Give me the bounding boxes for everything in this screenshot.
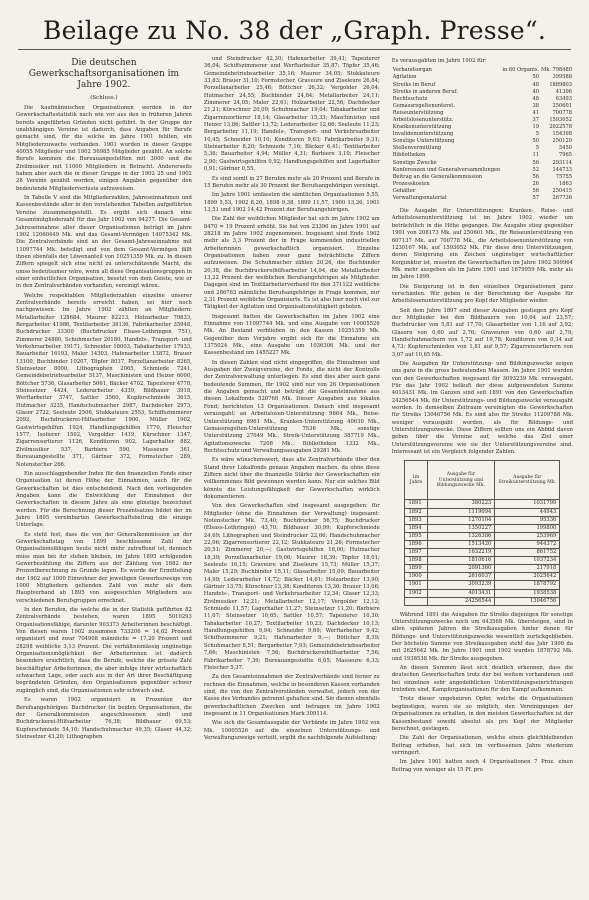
- expense-count: in 60 Organis.: [502, 67, 539, 74]
- expense-count: 5: [535, 145, 539, 152]
- paragraph: In Tabelle V sind die Mitgliederzahlen, Jahreseinnahmen und Kassenbestände aller in den vorstehenden Tabellen aufgeführten Vereine zusammengestellt. Es ergibt sich danach eine Gesamtmitgliederzahl für das Jahr 1902 von 94277. Die Gesamt-Jahreseinnahme aller dieser Organisationen beträgt im Jahre 1902 12060449 Mk. und das Gesamt-Vermögen 14075342 Mk. Die Zentralverbände sind an der Gesamt-Jahreseinnahme mit 11097744 Mk. beteiligt und von dem Gesamt-Vermögen fällt ihnen ebenfalls der Löwenanteil von 10251359 Mk. zu. In diesen Ziffern spiegelt sich eine nicht zu unterschätzende Macht, die umso bedeutsamer wäre, wenn all diese Organisationsgruppen in einer einheitlichen Organisation, besetzt von dem Geiste, wie er in den Zentralverbänden vorhanden, vereinigt wären.: [16, 195, 192, 290]
- comparison-row: [405, 532, 560, 540]
- expense-label: Verbandsorgan: [392, 67, 432, 74]
- comparison-cell: 217918: [495, 565, 560, 573]
- expense-row: [392, 110, 573, 117]
- paragraph: An diesen Summen lässt sich deutlich erkennen, dass die deutschen Gewerkschaften trotz der bei weitem vorhandenen und bei einzelnen sehr angedeihlichen Unterstützungseinrichtungen trotzdem sind, Kampforganisationen für den Kampf aufkommen.: [391, 665, 573, 694]
- expense-label: Prozesskosten: [392, 180, 430, 187]
- comparison-cell: 199800: [495, 524, 560, 532]
- expense-label: Gehälter: [392, 187, 416, 194]
- title-divider: [18, 49, 571, 50]
- expense-row: [392, 138, 573, 145]
- paragraph: Im Jahre 1901 hatten noch 4 Organisationen 7 Proz. einen Beitrag von weniger als 15 Pf. pro: [391, 759, 573, 773]
- comparison-cell: 1902: [405, 589, 427, 597]
- comparison-cell: 2091360: [427, 565, 495, 573]
- expense-row: [392, 103, 573, 110]
- comparison-cell: 1899: [405, 565, 427, 573]
- comparison-cell: 1031799: [495, 500, 560, 508]
- comparison-cell: 1894: [405, 524, 427, 532]
- expense-label: Invalidenunterstützung: [392, 131, 454, 138]
- expense-amount: 41306: [555, 88, 572, 95]
- paragraph: Seit dem Jahre 1897 sind dieser Ausgaben gestiegen pro Kopf der Mitglieder bei den Bildhauern von 10,04 auf 23,57; Buchdrucker von 5,81 auf 17,70; Glasarbeiter von 1,16 auf 3,92; Glasern von 0,60 auf 2,76; Graveuren von 0,60 auf 2,79; Handschuhmachern von 1,72 auf 19,78; Konditoren von 0,34 auf 4,73; Kupferschmieden von 1,81 auf 9,57; Zigarrensortierern von 3,07 auf 10,65 Mk.: [391, 307, 573, 358]
- expense-row: [392, 89, 573, 96]
- comparison-cell: 1119094: [427, 508, 495, 516]
- expense-row: [392, 167, 573, 174]
- comparison-cell: 861752: [495, 549, 560, 557]
- column-middle: [204, 56, 380, 776]
- expense-row: [392, 96, 573, 103]
- comparison-cell: 2616037: [427, 573, 495, 581]
- comparison-cell: 4013431: [427, 589, 495, 597]
- expenses-table: [392, 67, 573, 202]
- comparison-sum-cell: 13046756: [495, 597, 560, 605]
- expense-label: Verwaltungsmaterial: [392, 195, 447, 202]
- comparison-cell: 1938538: [495, 589, 560, 597]
- expense-row: [392, 181, 573, 188]
- comparison-cell: 3093239: [427, 581, 495, 589]
- expense-label: Agitation: [392, 74, 417, 81]
- expense-amount: 293114: [552, 159, 572, 166]
- expense-amount: 1863: [559, 180, 572, 187]
- column-left: [16, 56, 192, 776]
- comparison-cell: 1891: [405, 500, 427, 508]
- expense-label: Sonstige Zwecke: [392, 159, 437, 166]
- expense-amount: 250129: [552, 138, 572, 145]
- comparison-cell: 1326386: [427, 532, 495, 540]
- expense-count: 50: [532, 74, 539, 81]
- comparison-cell: 1892: [405, 508, 427, 516]
- expense-count: 50: [532, 138, 539, 145]
- comparison-cell: 1270104: [427, 516, 495, 524]
- paragraph: Von den Gewerkschaften sind insgesamt ausgegeben: für Mitglieder (ohne die Einnahmen der Verwaltung) insgesamt: Notenstecher Mk. 73,40; Buchdrucker 56,75; Buchdrucker (Elsass-Lothringen) 43,70; Bildhauer 30,99; Kupferschmiede 24,69; Lithographen und Steindrucker 22,66; Handschuhmacher 22,06; Zigarrensortierer 22,12; Stukkateure 21,26; Formstecher 20,51; Zimmerer 20,—; Gastwirtsgehilfen 18,00; Hutmacher 18,39; Porzellanarbeiter 19,06; Maurer 18,39; Töpfer 18,01; Seeleute 16,15; Graveure und Ziseleure 15,73; Müller 15,37; Maler 15,29; Buchbinder 15,11; Glasarbeiter 15,09; Bauarbeiter 14,99; Lederarbeiter 14,72; Bäcker 14,61; Holzarbeiter 13,90; Gärtner 13,75; Kürschner 13,38; Konditoren 13,30; Brauer 13,06; Handels-, Transport- und Verkehrsarbeiter 12,34; Glaser 12,33; Zivilmusiker 12,21; Metallarbeiter 12,17; Vergolder 12,12; Schmiede 11,57; Lagerhalter 11,27; Steinsetzer 11,20; Barbiere 11,07; Steinsetzer 10,65; Sattler 10,57; Tapezierer 10,30; Tabakarbeiter 10,27; Textilarbeiter 10,23; Dachdecker 10,13; Handlungsgehilfen 9,94; Schneider 9,69; Werftarbeiter 9,42; Schiffszimmerer 9,21; Hafenarbeiter 9,—; Böttcher 8,39; Schuhmacher 8,51; Bergarbeiter 7,93; Gemeindebetriebsarbeiter 7,66; Maschinisten 7,56; Buchdruckereihilfsarbeiter 7,56; Fabrikarbeiter 7,39; Bureauangestellte 6,65; Masseure 6,33; Fleischer 5,37.: [203, 503, 380, 671]
- expense-label: Gemassregeltenunterst.: [392, 102, 455, 109]
- column-right: [392, 56, 573, 776]
- comparison-header: Im Jahre: [405, 461, 427, 500]
- article-heading: Die deutschen Gewerkschaftsorganisationen im Jahre 1902.: [28, 58, 180, 90]
- expense-row: [392, 145, 573, 152]
- comparison-cell: 253969: [495, 532, 560, 540]
- paragraph: Die Steigerung ist in den einzelnen Organisationen ganz verschieden. Wir geben in der Berechnung der Ausgabe für Arbeitslosenunterstützung pro Kopf der Mitglieder wieder.: [391, 283, 573, 305]
- paragraph: Im Jahre 1901 umfassten die sämtlichen Organisationen 5,55, 1899 5,53, 1902 8,20, 1898 9,38, 1899 11,57, 1900 13,26, 1901 13,51 und 1902 14,42 Prozent der Berufsangehörigen.: [203, 192, 380, 213]
- comparison-table: [404, 460, 560, 605]
- left-paragraphs: [16, 105, 192, 741]
- expense-count: 19: [532, 124, 539, 131]
- comparison-row: [405, 573, 560, 581]
- expense-row: [392, 74, 573, 81]
- expense-label: Reiseunterstützung: [392, 109, 444, 116]
- comparison-cell: 1895: [405, 532, 427, 540]
- expense-count: 48: [532, 81, 539, 88]
- right-paragraphs-b: [392, 612, 573, 774]
- paragraph: Die Ausgabe für Unterstützungen: Kranken-, Reise- und Arbeitslosenunterstützung ist im Jahre 1902 wieder um beträchtlich in die Höhe gegangen. Die Ausgabe stieg gegenüber 1901 von 208173 Mk. auf 250601 Mk., für Reiseunterstützung von 607137 Mk. auf 700778 Mk., die Arbeitslosenunterstützung von 1230167 Mk. auf 1593052 Mk. Für diese drei Unterstützungen, deren Steigerung ein Zeichen ungünstiger wirtschaftlicher Konjunktur ist, mussten die Gewerkschaften im Jahre 1902 509964 Mk. mehr ausgeben als im Jahre 1901 und 1679959 Mk. mehr als im Jahre 1899.: [391, 208, 573, 281]
- comparison-cell: 1893: [405, 516, 427, 524]
- middle-paragraphs: [204, 56, 380, 742]
- comparison-cell: 1898: [405, 557, 427, 565]
- expense-amount: 399588: [552, 74, 572, 81]
- expense-row: [392, 188, 573, 195]
- comparison-cell: 1878792: [495, 581, 560, 589]
- expense-amount: 700778: [552, 109, 572, 116]
- expense-count: 56: [532, 173, 539, 180]
- expense-amount: Mk. 798480: [541, 67, 572, 74]
- comparison-cell: 1810616: [427, 557, 495, 565]
- paragraph: Es waren 1902 organisiert in Prozenten der Berufsangehörigen: Buchdrucker (in beiden Organisationen, die der Generalkommission angeschlossenen sind) und Buchdruckerei-Hilfsarbeiter 76,38; Bildhauer 69,53; Kupferschmiede 54,10; Handschuhmacher 49,35; Glaser 44,32; Steinsetzer 43,20; Lithographen: [16, 697, 192, 740]
- paragraph: Die Zahl der Organisationen, welche einen gleichbleibenden Beitrag erheben, hat sich im verflossenen Jahre wiederum verringert.: [391, 735, 573, 756]
- expense-amount: 1889803: [549, 81, 572, 88]
- expense-count: 40: [532, 88, 539, 95]
- expense-count: 56: [532, 187, 539, 194]
- comparison-row: [405, 500, 560, 508]
- expense-amount: 75755: [555, 173, 572, 180]
- expense-count: 5: [535, 131, 539, 138]
- expense-amount: 1593052: [549, 117, 572, 123]
- paragraph: In diesen Zahlen sind nicht eingegriffen, die Einnahmen und Ausgaben der Zweigvereine, der Fonds, die nicht der Kontrolle der Zentralverwaltung unterliegen. Es sind dies aber auch ganz bedeutende Summen, für 1902 sind nur von 26 Organisationen die Angaben gemacht und beträgt die Gesamteinnahme aus diesen Lokalfonds 520768 Mk. Dieser Ausgaben aus lokalen Fond; berichteten 13 Organisationen. Danach sind insgesamt verausgabt: an Arbeitslosen-Unterstützung 9664 Mk., Reise-Unterstützung 6961 Mk., Kranken-Unterstützung 40630 Mk., Gemassregelten-Unterstützung 7536 Mk., sonstige Unterstützung 27049 Mk., Streik-Unterstützung 387719 Mk., Agitationszwecke 7208 Mk., Bibliotheken 1332 Mk., Rechtsschutz und Verwaltungsausgaben 29281 Mk.: [203, 359, 380, 454]
- paragraph: und Steindrucker 42,30; Hafenarbeiter 39,41; Tapezierer 36,04; Schiffszimmerer und Werftarbeiter 35,87; Töpfer 35,46; Gemeindebetriebsarbeiter 35,16; Maurer 34,05; Stukkateure 33,83; Brauer 31,10; Formstecher, Graveure und Ziseleure 26,84; Porzellanarbeiter 25,46; Böttcher 26,32; Vergolder 26,04; Hutmacher 24,55; Buchbinder 24,84; Metallarbeiter 24,11; Zimmerer 24,05; Maler 22,61; Holzarbeiter 22,56; Dachdecker 21,21; Kürschner 20,09; Schuhmacher 19,04; Tabakarbeiter und Zigarrensortierer 18,14; Glasarbeiter 15,33; Maschinisten und Heizer 13,86; Sattler 13,72; Lederarbeiter 12,66; Seeleute 11,23; Bergarbeiter 11,19; Handels-, Transport- und Verkehrsarbeiter 10,45; Schneider 10,10; Konditoren 9,63; Fabrikarbeiter 9,31; Steinarbeiter 8,20; Schmiede 7,16; Bäcker 6,41; Textilarbeiter 5,36; Bauarbeiter 4,94; Müller 4,31; Barbiere 3,10; Fleischer 2,90; Gastwirtsgehilfen 0,92; Handlungsgehilfen und Lagerhalter 0,91; Gärtner 0,55.: [203, 56, 380, 173]
- expense-amount: 5450: [559, 145, 572, 152]
- comparison-cell: 2025642: [495, 573, 560, 581]
- comparison-row: [405, 549, 560, 557]
- comparison-row: [405, 524, 560, 532]
- expense-amount: 2022578: [549, 124, 572, 131]
- comparison-row: [405, 589, 560, 597]
- comparison-cell: 1900: [405, 573, 427, 581]
- page-title: Beilage zu No. 38 der „Graph. Presse“.: [43, 16, 546, 45]
- expense-amount: 267736: [552, 195, 572, 202]
- comparison-row: [405, 581, 560, 589]
- paragraph: Welche respektablen Mitgliederzahlen einzelne unserer Zentralverbände bereits erreicht haben, sei hier noch nachgewiesen. Im Jahre 1902 zählten an Mitgliedern: Metallarbeiter 128684, Maurer 82213, Holzarbeiter 70833, Bergarbeiter 41986, Textilarbeiter 38136, Fabrikarbeiter 35948, Buchdrucker 33300 (Buchdrucker Elsass-Lothringen 751), Zimmerer 24880, Schuhmacher 20180, Handels-, Transport- und Verkehrsarbeiter 19171, Schneider 18003, Tabakarbeiter 17933, Bauarbeiter 16193, Maler 14303, Hafenarbeiter 13872, Brauer 13100, Buchbinder 10207, Töpfer 8037, Porzellanarbeiter 8265, Steinsetzer 8000, Lithographen 2065, Schmiede 7241, Gemeindebetriebsarbeiter 5137, Maschinisten und Heizer 6000, Böttcher 5736, Glasarbeiter 5061, Bäcker 4702, Tapezierer 4778, Steinsetzer 4424, Lederarbeiter 4339, Bildhauer 3918, Werftarbeiter 3747, Sattler 3560, Kupferschmiede 3615, Hutmacher 3235, Handschuhmacher 2987, Dachdecker 2973, Glaser 2722, Seeleute 2506, Stukkateure 2553, Schiffszimmerer 2092, Buchdruckerei-Hilfsarbeiter 1900, Müller 1902, Gastwirtsgehilfen 1924, Handlungsgehilfen 1770, Fleischer 1577, Isolierer 1502, Vergolder 1419, Kürschner 1347, Zigarrensortierer 1126, Konditoren 902, Lagerhalter 882, Zivilmusiker 537, Barbiere 590, Masseure 361, Bureauangestellte 371, Gärtner 372, Formstecher 289, Notenstecher 266.: [16, 292, 192, 468]
- expense-row: [392, 67, 573, 74]
- paragraph: Die kaufmännischen Organisationen werden in der Gewerkschaftsstatistik nach wie vor aus den in früheren Jahren bereits angeführten Gründen nicht geführt. In der Gruppe der unabhängigen Vereine ist dadurch, dass Angaben für Berufe gemacht sind, für die solche im Jahre 1901 fehlten, ein Mitgliederzuwachs vorhanden. 1901 wurden in dieser Gruppe 40055 Mitglieder und 1902 56985 Mitglieder gezählt. An solche Berufe kommen die Bureauangestellten mit 3000 und die Zivilmusiker mit 11000 Mitgliedern in Betracht. Andererseits haben aber auch die in dieser Gruppe in der 1902 25 und 1902 28 Vereine gezählt worden, einigen Angaben gegenüber den bedeutende Mitgliederverluste aufzuweisen.: [16, 105, 192, 192]
- expense-row: [392, 124, 573, 131]
- paragraph: Ein ausschlaggebender Index für den finanziellen Fonds einer Organisation ist deren Höhe der Einnahmen, auch für die Gewerkschaften ist dies entscheidend. Nach den vorliegenden Angaben kann die Entwicklung der Einnahmen der Gewerkschaften in diesem Jahre als eine günstige bezeichnet werden. Für die Berechnung dieser Prozentsatzes bildet der im Jahre 1895 vereinbarten Gewerkschaftsbeitrag die einzige Unterlage.: [16, 470, 192, 529]
- paragraph: Es sind somit in 27 Berufen mehr als 20 Prozent und Berufe in 15 Berufen mehr als 30 Prozent der Berufsangehörigen vereinigt.: [203, 175, 380, 189]
- comparison-cell: 380223: [427, 500, 495, 508]
- expense-amount: 250601: [552, 102, 572, 109]
- expense-label: Krankenunterstützung: [392, 124, 452, 131]
- expense-count: 37: [532, 117, 539, 123]
- article-subheading: (Schluss.): [90, 95, 118, 101]
- expense-count: 41: [532, 109, 539, 116]
- columns: [16, 56, 573, 776]
- comparison-cell: 1037234: [495, 557, 560, 565]
- expense-row: [392, 82, 573, 89]
- paragraph: Zu den Gesamteinnahmen der Zentralverbände sind ferner zu rechnen die Einnahmen, welche in besonderen Kassen vorhanden sind, die von den Zentralvorständen verwaltet, jedoch von der Kasse des Verbandes getrennt gehalten sind. Sie dienen ebenfalls gewerkschaftlichen Zwecken und betragen im Jahre 1902 insgesamt in 11 Organisationen Mark 309114.: [203, 674, 380, 717]
- comparison-cell: 1901: [405, 581, 427, 589]
- paragraph: Insgesamt hatten die Gewerkschaften im Jahre 1902 eine Einnahme von 11097744 Mk. und eine Ausgabe von 10005526 Mk. An Bestand verblieben in den Kassen 10251359 Mk. Gegenüber dem Vorjahre ergibt sich für die Einnahme ein 1375024 Mk., eine Ausgabe um 1036306 Mk. und der Kassenbestand um 1455227 Mk.: [203, 313, 380, 357]
- expense-row: [392, 131, 573, 138]
- paragraph: Es steht fest, dass die von der Generalkommission an der Gewerkschaftstag von 1899 beschlossene Zahl der Organisationsfähigen heute nicht mehr zutreffend ist, dennoch muss man bei ihr stehen bleiben, im Jahre 1895 erfolgenden Gewerbezählung die Ziffern aus der Zählung von 1882 der Prozentberechnung zu Grunde legen. Es wurde der Ermittelung der 1902 auf 1000 Einwohner der jeweiligen Gewerbszweige von 1000 Mitgliedern geltenden Zahl von mehr als dem Hauptverband ab 1895 von ausgesuchten Mitgliedern aus verschiedenen Berufsgruppen errechnet.: [16, 531, 192, 604]
- expense-label: Sonstige Unterstützung: [392, 138, 455, 145]
- expense-row: [392, 152, 573, 159]
- expense-count: 38: [532, 102, 539, 109]
- expenses-caption: Es verausgabten im Jahre 1902 für:: [391, 58, 487, 64]
- expense-count: 48: [532, 95, 539, 102]
- comparison-cell: 944372: [495, 540, 560, 548]
- expense-label: Beitrag an die Generalkommission: [392, 173, 483, 180]
- comparison-sum-cell: 24256544: [427, 597, 495, 605]
- expense-label: Streiks in anderen Beruf.: [392, 88, 458, 95]
- paragraph: Trotz dieser ungeheuren Opfer, welche die Organisationen begünstigen, waren sie so möglich, den Vereinigungen der Organisationen zu erhalten, in den meisten Gewerkschaften ist der Kassenbestand sowohl absolut als pro Kopf der Mitglieder berechnet, gestiegen.: [391, 696, 573, 732]
- paragraph: Während 1891 die Ausgaben für Streiks diejenigen für sonstige Unterstützungszwecke noch um 643568 Mk. übersteigen, sind in allen späteren Jahren die Streikausgaben hinter denen für Bildungs- und Unterstützungszwecke wesentlich zurückgeblieben. Der höchsten Summe von Streikausgaben steht das Jahr 1900 da mit 2625642 Mk. Im Jahre 1901 und 1902 wurden 1878792 Mk. und 1938538 Mk. für Streiks ausgegeben.: [391, 611, 573, 662]
- expense-count: 56: [532, 159, 539, 166]
- expense-row: [392, 160, 573, 167]
- expense-count: 57: [532, 195, 539, 202]
- comparison-row: [405, 565, 560, 573]
- paragraph: Die Ausgaben für Unterstützung- und Bildungszwecke zeigen uns ganz in die gross bedeutenden Massen. Im Jahre 1901 wurden von den Gewerkschaften insgesamt für 3093239 Mk. verausgabt. Für das Jahr 1902 beläuft der diese aufgewendeten Summe 4013431 Mk. Im Ganzen sind seit 1891 von den Gewerkschaften 24256544 Mk. für Unterstützungs- und Bildungszwecke verausgabt worden. In demselben Zeitraum vereinigten die Gewerkschaften für Streiks 13046756 Mk. Es sind also für Streiks 11209788 Mk. weniger verausgabt worden, als für Bildungs- und Unterstützungszwecke. Diese Ziffern sollten uns ein Abbild davon geben über die Vereine auf, welche das Ziel einer Unterstützungsvereine wie sie der Unterstützungsvereine sind. Interessant ist ein Vergleich folgender Zahlen.: [391, 361, 573, 456]
- expense-amount: 154398: [552, 131, 572, 138]
- expense-label: Rechtsschutz: [392, 95, 428, 102]
- expense-amount: 144733: [552, 166, 572, 173]
- comparison-cell: 1896: [405, 540, 427, 548]
- expense-count: 26: [532, 180, 539, 187]
- expense-row: [392, 195, 573, 202]
- expense-label: Konferenzen und Generalversammlungen: [392, 166, 501, 173]
- comparison-cell: 1897: [405, 549, 427, 557]
- comparison-row: [405, 557, 560, 565]
- paragraph: Die Zahl der weiblichen Mitglieder hat sich im Jahre 1902 um 8470 = 19 Prozent erhöht. Sie hat von 23390 im Jahre 1901 auf 28218 im Jahre 1902 zugenommen. Insgesamt sind Ende 1902 mehr als 3,3 Prozent der in Frage kommenden industriellen Arbeiterinnen gewerkschaftlich organisiert. Einzelne Organisationen haben zwar ganz beträchtliche Ziffern aufzuweisen. Die Schuhmacher zählen 20,26, die Buchbinder 20,38, die Buchdruckereihilfsarbeiter 14,94, die Metallarbeiter 13,22 Prozent der weiblichen Berufsangehörigen als Mitglieder. Dagegen sind im Textilarbeiterverband für den 371122 weibliche und 286783 männliche Berufsangehörige in Frage kommen, nur 2,31 Prozent weibliche Organisierte. Es ist also hier noch viel zur Tätigkeit der Agitation und Organisationstätigkeit geboten.: [203, 216, 380, 311]
- comparison-header: Ausgabe für Unterstützung und Bildungszwecke Mk.: [427, 461, 495, 500]
- expense-row: [392, 174, 573, 181]
- comparison-sum-row: [405, 597, 560, 605]
- expense-amount: 7965: [559, 152, 572, 159]
- comparison-row: [405, 540, 560, 548]
- expense-label: Streiks im Beruf: [392, 81, 436, 88]
- comparison-sum-cell: [405, 597, 427, 605]
- paragraph: Wie sich die Gesamtausgabe der Verbände im Jahre 1902 von Mk. 10005526 auf die einzelnen Unterstützungs- und Verwaltungszweige verteilt, ergibt die nachfolgende Aufstellung:: [203, 720, 380, 741]
- paragraph: Es wäre wünschenswert, dass alle Zentralverbände über den Stand ihrer Lokalfonds genaue Angaben machen, da ohne diese Ziffern nicht über die finanzielle Stärke der Gewerkschaften ein vollkommenes Bild gewonnen werden kann. Nur ein solches Bild könnte die Leistungsfähigkeit der Gewerkschaften wirklich dokumentieren.: [203, 457, 380, 500]
- comparison-row: [405, 508, 560, 516]
- expense-row: [392, 117, 573, 124]
- expense-count: 52: [532, 166, 539, 173]
- comparison-cell: 95336: [495, 516, 560, 524]
- comparison-cell: 1632219: [427, 549, 495, 557]
- right-paragraphs-a: [392, 208, 573, 456]
- paragraph: In den Berufen, die welche die in der Statistik geführten 82 Zentralverbände bestehen, waren 1895 5010293 Organisationsfähige, darunter 903373 Arbeiterinnen beschäftigt. Von diesen waren 1902 zusammen 733206 = 14,62 Prozent organisiert und zwar 704908 männliche = 17,20 Prozent und 28298 weibliche 3,13 Prozent. Die verhältnismässig ungünstige Organisationsmöglichkeit der Arbeiterinnen ist dadurch besonders ersichtlich, dass die Berufe, welche die grösste Zahl beschäftigter Arbeiterinnen, die aber infolge ihrer wirtschaftlich schwachen Lage, oder auch aus in der Art ihrer Beschäftigung begründeten Gründen, den Organisationen gegenüber schwer zugänglich sind, die Organisationen sehr schwach sind.: [16, 607, 192, 694]
- expense-count: 11: [532, 152, 539, 159]
- comparison-cell: 1513420: [427, 540, 495, 548]
- expense-amount: 250415: [552, 187, 572, 194]
- expense-label: Arbeitslosenunterstütz.: [392, 117, 454, 123]
- comparison-header: Ausgabe für Streikunterstützung Mk.: [495, 461, 560, 500]
- comparison-cell: 44943: [495, 508, 560, 516]
- expense-label: Stellenvermittlung: [392, 145, 442, 152]
- expense-amount: 63493: [555, 95, 572, 102]
- expense-label: Bibliotheken: [392, 152, 426, 159]
- comparison-row: [405, 516, 560, 524]
- comparison-cell: 1350227: [427, 524, 495, 532]
